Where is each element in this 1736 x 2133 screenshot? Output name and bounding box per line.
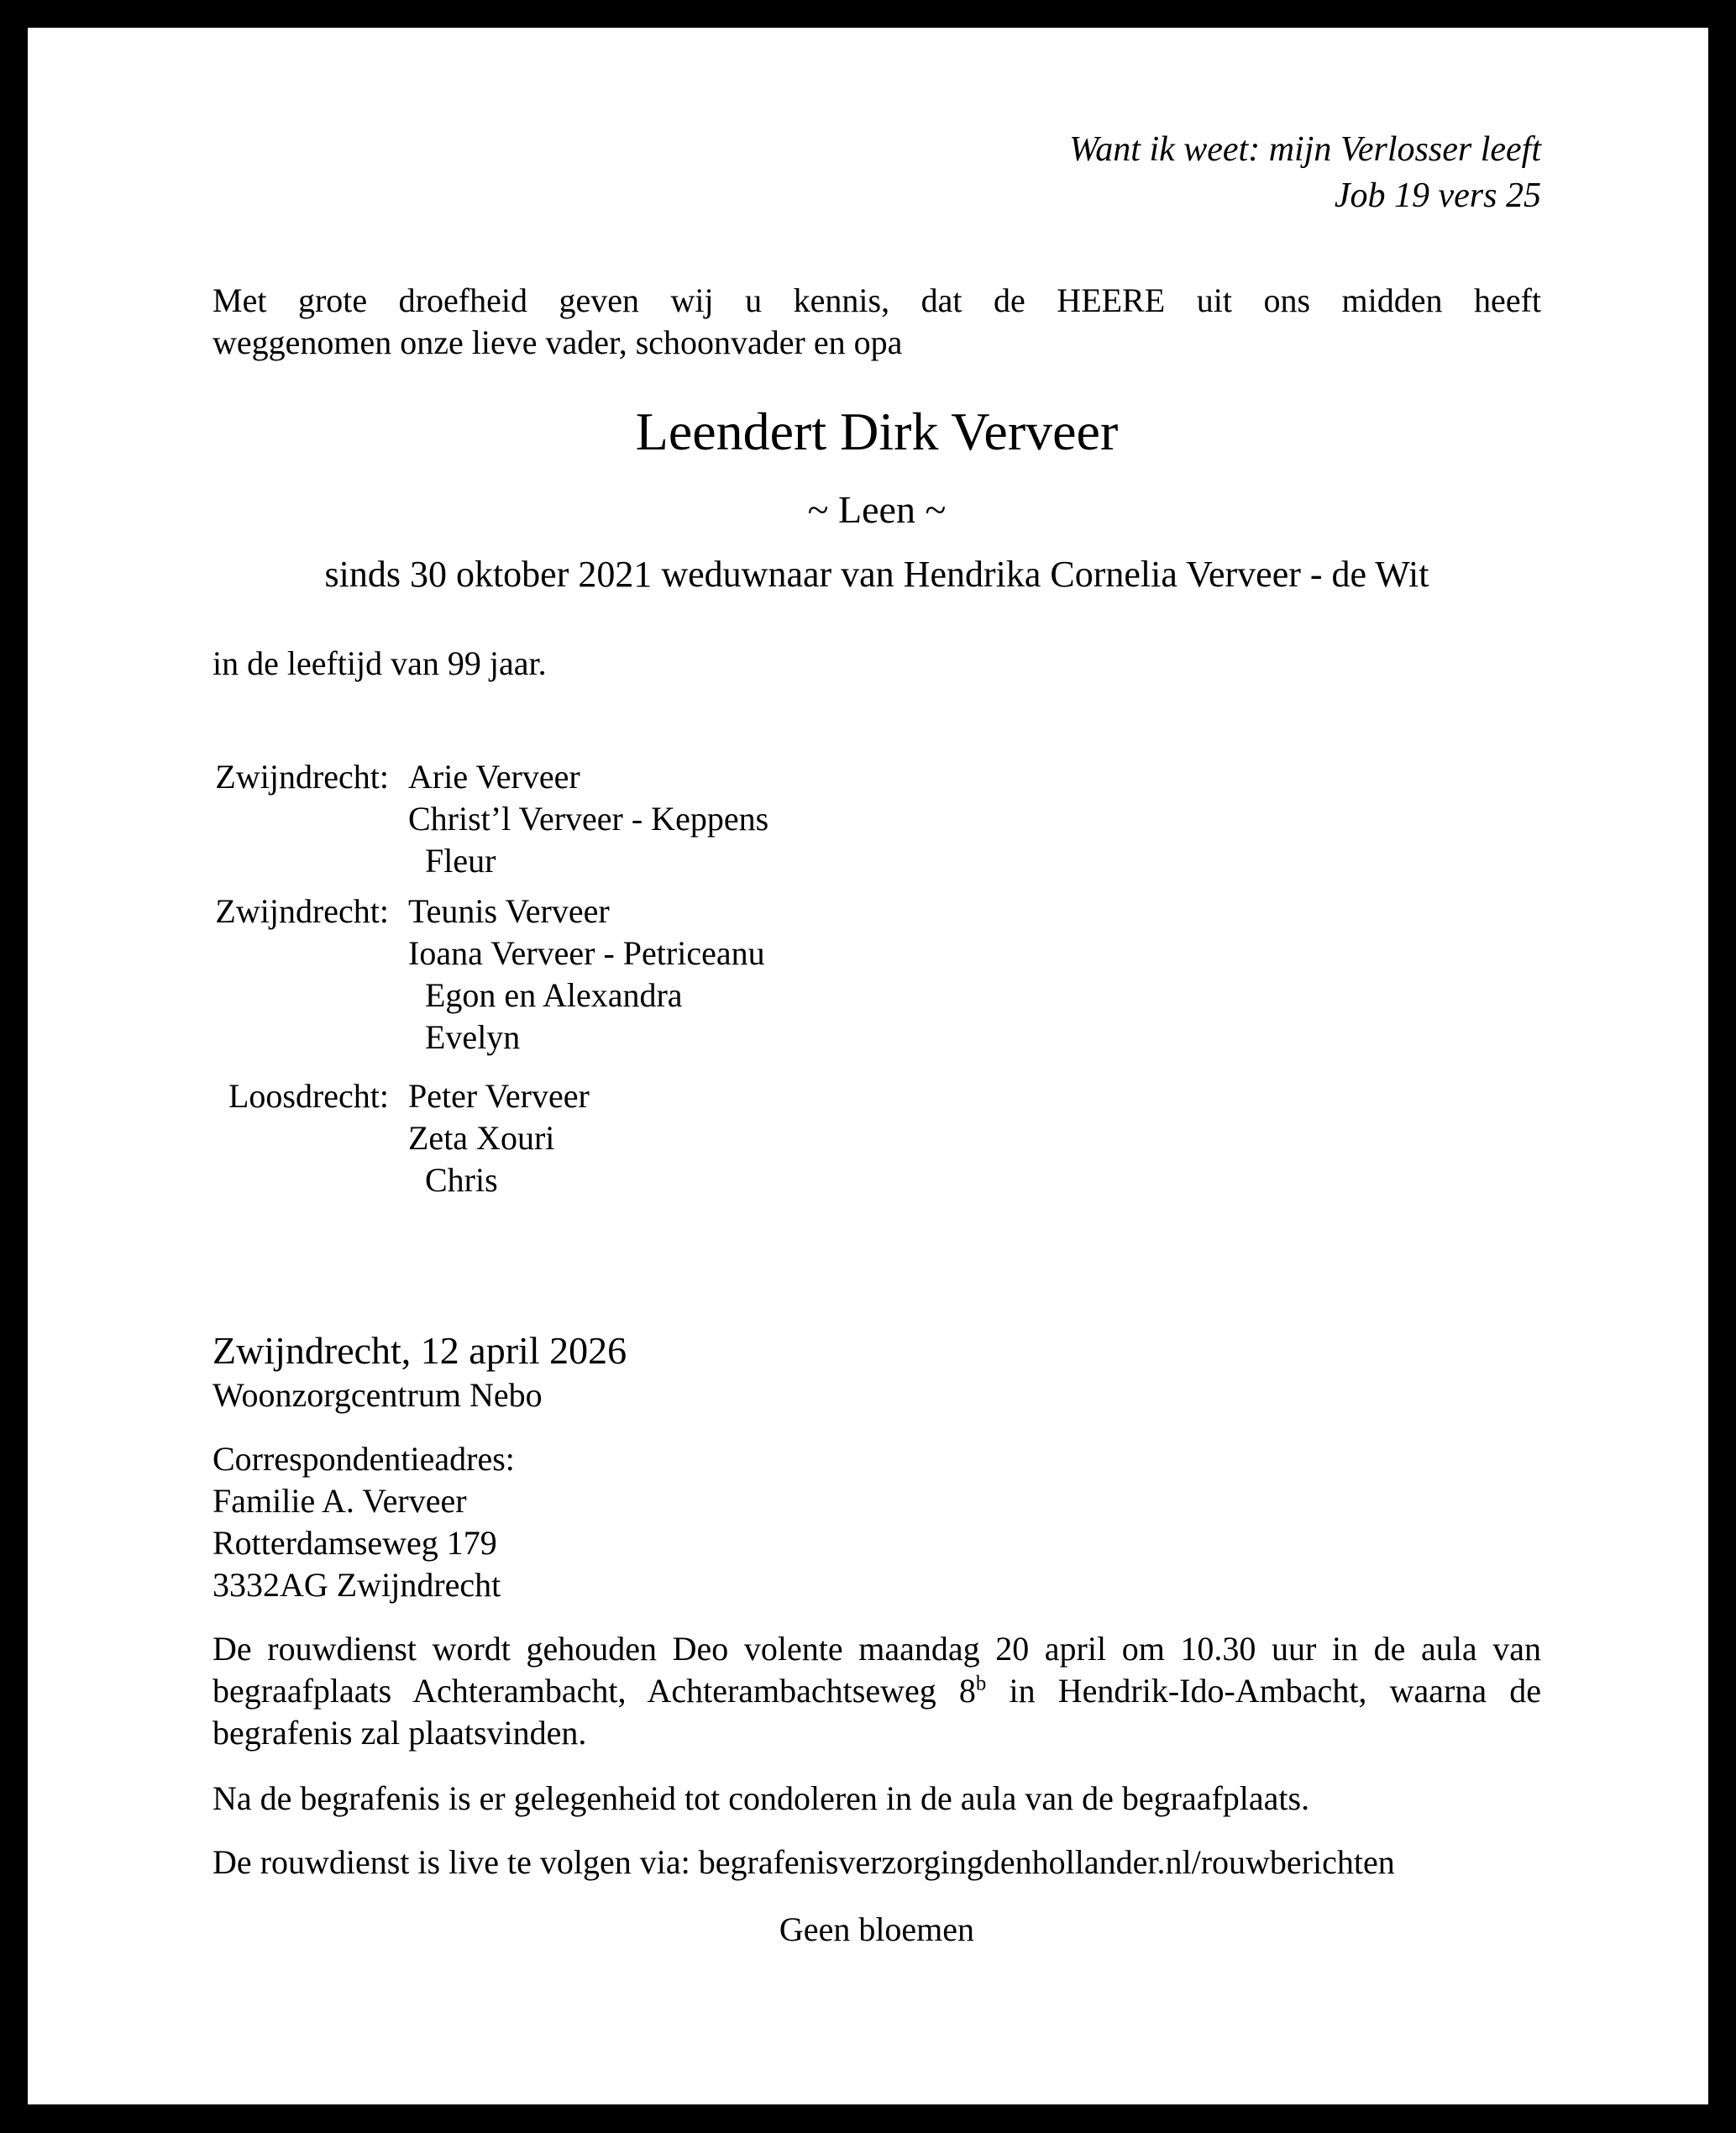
family-member-name: Arie Verveer (408, 758, 580, 796)
family-member-name: Teunis Verveer (408, 892, 610, 930)
family-group (212, 756, 1541, 882)
condolence-line: Na de begrafenis is er gelegenheid tot condoleren in de aula van de begraafplaats. (212, 1779, 1310, 1817)
family-member-name: Zeta Xouri (408, 1119, 555, 1157)
family-names (408, 1075, 590, 1201)
announcement-paragraph (212, 280, 1541, 364)
family-member-name: Ioana Verveer - Petriceanu (408, 934, 765, 972)
address-postal-city: 3332AG Zwijndrecht (212, 1566, 501, 1604)
memorial-card-sheet (28, 28, 1708, 2104)
family-member-name: Evelyn (425, 1018, 521, 1056)
house-number-letter: b (975, 1672, 987, 1695)
age-line: in de leeftijd van 99 jaar. (212, 644, 547, 682)
deceased-nickname: ~ Leen ~ (807, 488, 947, 531)
service-line-2 (212, 1670, 1541, 1712)
no-flowers-line: Geen bloemen (779, 1910, 975, 1948)
family-group (212, 891, 1541, 1059)
place-label: Zwijndrecht: (215, 758, 389, 796)
family-names (408, 891, 765, 1059)
service-line-2-pre: begraafplaats Achterambacht, Achterambachtseweg 8 (212, 1672, 976, 1710)
correspondence-address (212, 1438, 1541, 1606)
family-member-name: Chris (425, 1161, 498, 1199)
widower-line: sinds 30 oktober 2021 weduwnaar van Hendrika Cornelia Verveer - de Wit (324, 554, 1429, 595)
service-line-2-post: in Hendrik-Ido-Ambacht, waarna de (986, 1672, 1541, 1710)
scripture-quote-text: Want ik weet: mijn Verlosser leeft (1069, 130, 1541, 169)
livestream-line: De rouwdienst is live te volgen via: begrafenisverzorgingdenhollander.nl/rouwberichten (212, 1843, 1395, 1881)
care-home-line: Woonzorgcentrum Nebo (212, 1376, 543, 1414)
city-date-line: Zwijndrecht, 12 april 2026 (212, 1329, 627, 1372)
announcement-line-1: Met grote droefheid geven wij u kennis, dat de HEERE uit ons midden heeft (212, 281, 1541, 319)
announcement-line-2: weggenomen onze lieve vader, schoonvader en opa (212, 323, 903, 361)
deceased-name: Leendert Dirk Verveer (635, 402, 1119, 461)
scripture-quote-reference: Job 19 vers 25 (1334, 176, 1541, 215)
family-member-name: Egon en Alexandra (425, 976, 683, 1014)
family-list (212, 756, 1541, 1201)
service-line-3: begrafenis zal plaatsvinden. (212, 1714, 587, 1752)
family-group (212, 1075, 1541, 1201)
family-names (408, 756, 768, 882)
address-street: Rotterdamseweg 179 (212, 1524, 497, 1562)
address-title: Correspondentieadres: (212, 1440, 515, 1478)
family-member-name: Peter Verveer (408, 1077, 590, 1115)
service-line-1: De rouwdienst wordt gehouden Deo volente maandag 20 april om 10.30 uur in de aula van (212, 1630, 1541, 1668)
place-label: Loosdrecht: (228, 1077, 389, 1115)
funeral-service-paragraph (212, 1628, 1541, 1754)
place-label: Zwijndrecht: (215, 892, 389, 930)
family-member-name: Fleur (425, 842, 496, 880)
address-name: Familie A. Verveer (212, 1482, 467, 1520)
family-member-name: Christ’l Verveer - Keppens (408, 800, 769, 838)
scripture-quote (212, 127, 1541, 219)
